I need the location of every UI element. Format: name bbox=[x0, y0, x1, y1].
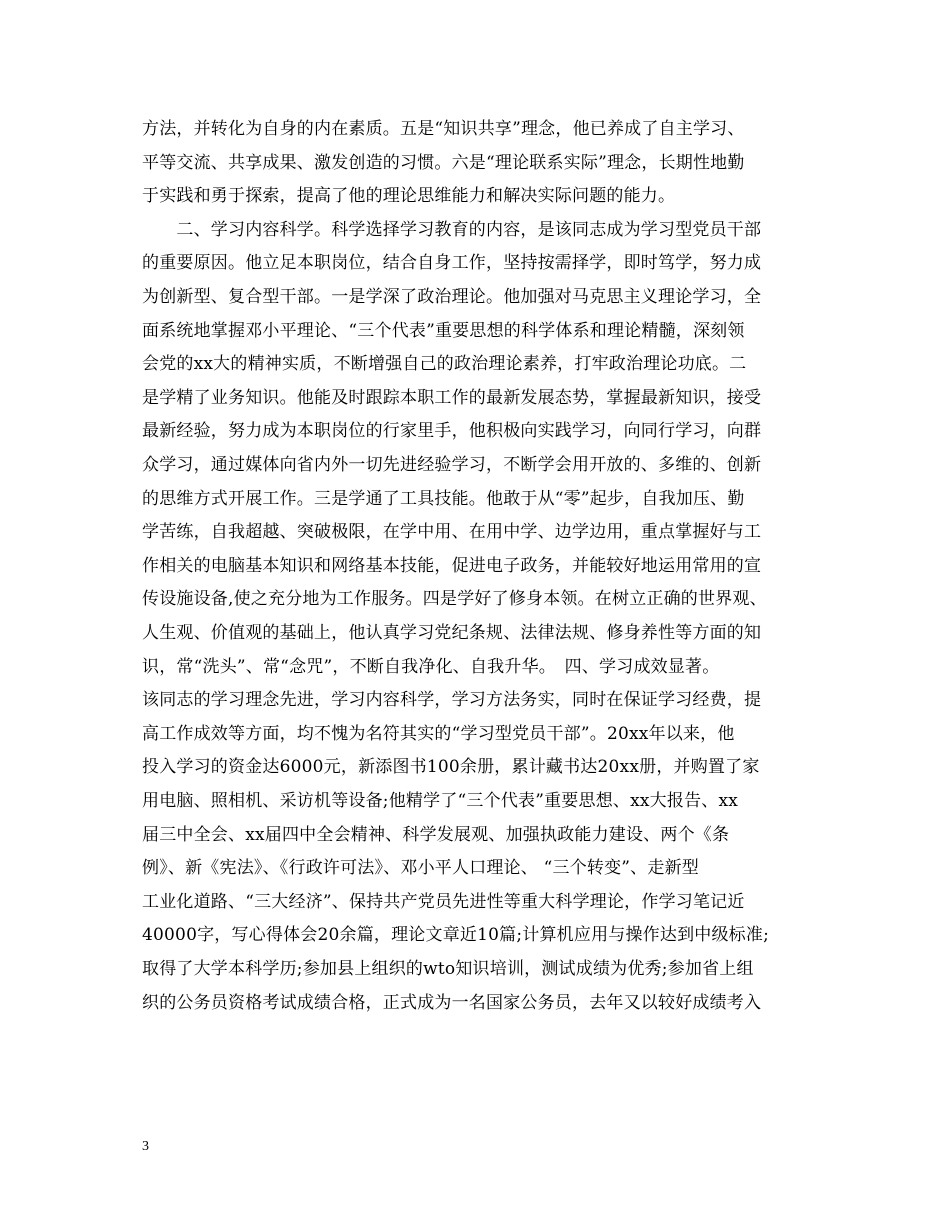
text-line: 为创新型、复合型干部。一是学深了政治理论。他加强对马克思主义理论学习，全 bbox=[142, 287, 762, 307]
text-line: 织的公务员资格考试成绩合格，正式成为一名国家公务员，去年又以较好成绩考入 bbox=[142, 993, 762, 1013]
text-line: 届三中全会、xx届四中全会精神、科学发展观、加强执政能力建设、两个《条 bbox=[142, 825, 730, 845]
text-line: 用电脑、照相机、采访机等设备;他精学了“三个代表”重要思想、xx大报告、xx bbox=[142, 791, 739, 811]
text-line: 的重要原因。他立足本职岗位，结合自身工作，坚持按需择学，即时笃学，努力成 bbox=[142, 253, 762, 273]
text-line: 是学精了业务知识。他能及时跟踪本职工作的最新发展态势，掌握最新知识，接受 bbox=[142, 388, 762, 408]
text-line: 传设施设备,使之充分地为工作服务。四是学好了修身本领。在树立正确的世界观、 bbox=[142, 589, 767, 609]
text-line: 于实践和勇于探索，提高了他的理论思维能力和解决实际问题的能力。 bbox=[142, 186, 676, 206]
text-line: 众学习，通过媒体向省内外一切先进经验学习，不断学会用开放的、多维的、创新 bbox=[142, 455, 762, 475]
text-line: 面系统地掌握邓小平理论、“三个代表”重要思想的科学体系和理论精髓，深刻领 bbox=[142, 321, 745, 341]
text-line: 高工作成效等方面，均不愧为名符其实的“学习型党员干部”。20xx年以来，他 bbox=[142, 724, 735, 744]
text-line: 的思维方式开展工作。三是学通了工具技能。他敢于从“零”起步，自我加压、勤 bbox=[142, 489, 745, 509]
text-line: 该同志的学习理念先进，学习内容科学，学习方法务实，同时在保证学习经费，提 bbox=[142, 690, 762, 710]
text-line: 最新经验，努力成为本职岗位的行家里手，他积极向实践学习，向同行学习，向群 bbox=[142, 421, 762, 441]
text-line: 工业化道路、“三大经济”、保持共产党员先进性等重大科学理论，作学习笔记近 bbox=[142, 892, 745, 912]
text-line: 二、学习内容科学。科学选择学习教育的内容，是该同志成为学习型党员干部 bbox=[142, 220, 762, 240]
page-number: 3 bbox=[142, 1139, 149, 1154]
text-line: 例》、新《宪法》、《行政许可法》、邓小平人口理论、 “三个转变”、走新型 bbox=[142, 858, 699, 878]
text-line: 取得了大学本科学历;参加县上组织的wto知识培训，测试成绩为优秀;参加省上组 bbox=[142, 959, 754, 979]
text-line: 人生观、价值观的基础上，他认真学习党纪条规、法律法规、修身养性等方面的知 bbox=[142, 623, 762, 643]
text-line: 作相关的电脑基本知识和网络基本技能，促进电子政务，并能较好地运用常用的宣 bbox=[142, 556, 762, 576]
text-line: 识，常“洗头”、常“念咒”，不断自我净化、自我升华。 四、学习成效显著。 bbox=[142, 657, 720, 677]
text-line: 平等交流、共享成果、激发创造的习惯。六是“理论联系实际”理念，长期性地勤 bbox=[142, 153, 745, 173]
text-line: 方法，并转化为自身的内在素质。五是“知识共享”理念，他已养成了自主学习、 bbox=[142, 119, 745, 139]
text-line: 投入学习的资金达6000元，新添图书100余册，累计藏书达20xx册，并购置了家 bbox=[142, 757, 760, 777]
text-line: 会党的xx大的精神实质，不断增强自己的政治理论素养，打牢政治理论功底。二 bbox=[142, 354, 747, 374]
text-line: 40000字，写心得体会20余篇，理论文章近10篇;计算机应用与操作达到中级标准; bbox=[142, 925, 769, 945]
text-line: 学苦练，自我超越、突破极限，在学中用、在用中学、边学边用，重点掌握好与工 bbox=[142, 522, 762, 542]
